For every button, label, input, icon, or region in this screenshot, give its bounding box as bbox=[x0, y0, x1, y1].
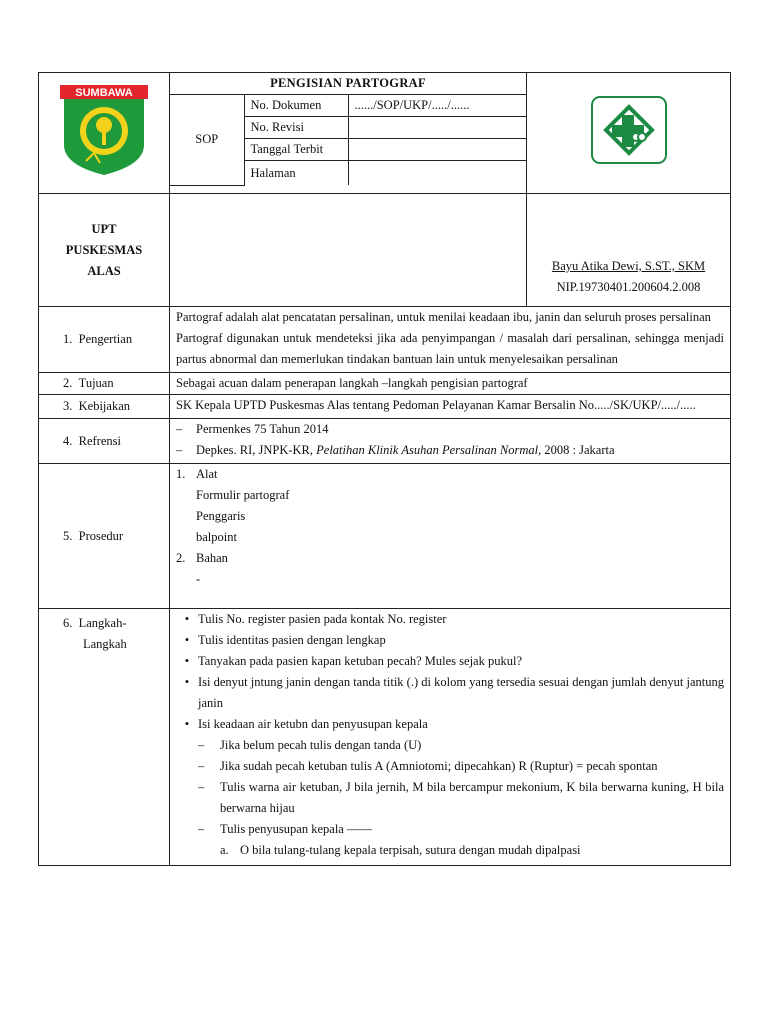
sumbawa-logo-cell bbox=[39, 73, 170, 194]
reference-text bbox=[196, 440, 615, 461]
section-label-pengertian bbox=[39, 307, 170, 373]
sub-step-text: Tulis warna air ketuban, J bila jernih, M bila bercampur mekonium, K bila berwarna kuning, H bila berwarna hijau bbox=[220, 780, 724, 815]
sub-step-text: Jika belum pecah tulis dengan tanda (U) bbox=[220, 738, 422, 752]
alat-item: balpoint bbox=[196, 530, 237, 544]
sub-steps bbox=[176, 735, 724, 840]
section-tujuan bbox=[39, 373, 731, 395]
section-kebijakan bbox=[39, 395, 731, 419]
paragraph: Partograf digunakan untuk mendeteksi jika ada penyimpangan / masalah dari persalinan, sehingga menjadi partus abnormal dan memerlukan tindakan bantuan lain untuk menyelesaikan persalinan bbox=[176, 331, 724, 366]
section-title: Langkah bbox=[83, 637, 127, 651]
sop-label: SOP bbox=[170, 95, 244, 186]
group-title: Alat bbox=[196, 467, 218, 481]
reference-title: Pelatihan Klinik Asuhan Persalinan Normal bbox=[316, 443, 539, 457]
header-info-table bbox=[170, 73, 526, 186]
section-title: Kebijakan bbox=[78, 399, 130, 413]
reference-item bbox=[176, 419, 724, 440]
sub-sub-step-text: O bila tulang-tulang kepala terpisah, sutura dengan mudah dipalpasi bbox=[240, 843, 581, 857]
section-label-prosedur bbox=[39, 464, 170, 609]
reference-year: , 2008 : Jakarta bbox=[538, 443, 615, 457]
section-title: Langkah- bbox=[78, 616, 127, 630]
bullet-marker: • bbox=[184, 675, 190, 689]
signer-nip: NIP.19730401.200604.2.008 bbox=[556, 280, 701, 294]
section-label-refrensi bbox=[39, 419, 170, 464]
step-item bbox=[176, 630, 724, 651]
bullet-marker: • bbox=[184, 717, 190, 731]
paragraph: SK Kepala UPTD Puskesmas Alas tentang Pedoman Pelayanan Kamar Bersalin No...../SK/UKP/...../..... bbox=[176, 398, 696, 412]
reference-author: Depkes. RI, JNPK-KR, bbox=[196, 443, 317, 457]
dash-marker: – bbox=[176, 422, 183, 436]
bullet-marker: • bbox=[184, 654, 190, 668]
section-content-kebijakan bbox=[170, 395, 731, 419]
organization-name bbox=[39, 194, 170, 307]
section-number: 6. bbox=[63, 616, 73, 630]
steps-list bbox=[176, 609, 724, 735]
org-empty-cell bbox=[170, 194, 527, 307]
step-item bbox=[176, 672, 724, 714]
section-prosedur bbox=[39, 464, 731, 609]
field-label-no-dokumen: No. Dokumen bbox=[244, 95, 348, 117]
dash-marker: – bbox=[176, 443, 183, 457]
sumbawa-logo-icon bbox=[58, 83, 150, 177]
bullet-marker: • bbox=[184, 612, 190, 626]
dash-marker: – bbox=[198, 738, 205, 752]
dash-marker: – bbox=[198, 780, 205, 794]
step-text: Tanyakan pada pasien kapan ketuban pecah? Mules sejak pukul? bbox=[198, 654, 522, 668]
step-item bbox=[176, 651, 724, 672]
reference-item bbox=[176, 440, 724, 461]
logo-text: SUMBAWA bbox=[75, 86, 133, 99]
step-item bbox=[176, 609, 724, 630]
dash-marker: – bbox=[198, 759, 205, 773]
section-content-tujuan bbox=[170, 373, 731, 395]
paragraph: Partograf adalah alat pencatatan persalinan, untuk menilai keadaan ibu, janin dan seluruh proses persalinan bbox=[176, 310, 711, 324]
field-value-no-dokumen: ....../SOP/UKP/...../...... bbox=[348, 95, 526, 117]
section-number: 1. bbox=[63, 332, 73, 346]
org-line-3: ALAS bbox=[87, 263, 121, 278]
step-text: Isi keadaan air ketubn dan penyusupan kepala bbox=[198, 717, 428, 731]
section-title: Tujuan bbox=[78, 376, 114, 390]
signer-name: Bayu Atika Dewi, S.ST., SKM bbox=[551, 259, 706, 273]
number-marker: 2. bbox=[176, 551, 186, 565]
section-pengertian bbox=[39, 307, 731, 373]
puskesmas-logo-icon bbox=[590, 95, 668, 165]
field-value-halaman bbox=[348, 161, 526, 186]
section-number: 2. bbox=[63, 376, 73, 390]
org-line-1: UPT bbox=[91, 221, 117, 236]
section-refrensi bbox=[39, 419, 731, 464]
signature-block bbox=[527, 194, 731, 307]
procedure-group-alat bbox=[176, 464, 724, 485]
step-text: Tulis identitas pasien dengan lengkap bbox=[198, 633, 386, 647]
step-text: Tulis No. register pasien pada kontak No. register bbox=[198, 612, 447, 626]
paragraph: Sebagai acuan dalam penerapan langkah –langkah pengisian partograf bbox=[176, 376, 528, 390]
field-label-no-revisi: No. Revisi bbox=[244, 117, 348, 139]
header-row bbox=[39, 73, 731, 194]
document-title: PENGISIAN PARTOGRAF bbox=[170, 73, 526, 95]
field-label-tanggal-terbit: Tanggal Terbit bbox=[244, 139, 348, 161]
sub-sub-step-item bbox=[176, 840, 724, 861]
sub-step-item bbox=[198, 735, 724, 756]
procedure-group-bahan bbox=[176, 548, 724, 569]
sub-step-text: Jika sudah pecah ketuban tulis A (Amniotomi; dipecahkan) R (Ruptur) = pecah spontan bbox=[220, 759, 658, 773]
section-content-prosedur bbox=[170, 464, 731, 609]
section-number: 3. bbox=[63, 399, 73, 413]
section-label-kebijakan bbox=[39, 395, 170, 419]
section-content-pengertian bbox=[170, 307, 731, 373]
bahan-item: - bbox=[196, 572, 201, 586]
title-block bbox=[170, 73, 527, 194]
alat-item: Penggaris bbox=[196, 509, 246, 523]
section-title-line bbox=[63, 613, 169, 634]
field-label-halaman: Halaman bbox=[244, 161, 348, 186]
sub-step-item bbox=[198, 777, 724, 819]
org-line-2: PUSKESMAS bbox=[65, 242, 143, 257]
section-title: Pengertian bbox=[78, 332, 133, 346]
dash-marker: – bbox=[198, 822, 205, 836]
letter-marker: a. bbox=[220, 843, 229, 857]
section-title: Prosedur bbox=[78, 528, 124, 543]
section-langkah bbox=[39, 609, 731, 866]
bullet-marker: • bbox=[184, 633, 190, 647]
section-label-langkah bbox=[39, 609, 170, 866]
sub-step-item bbox=[198, 756, 724, 777]
sop-document-table bbox=[38, 72, 731, 866]
alat-item: Formulir partograf bbox=[196, 488, 290, 502]
step-item bbox=[176, 714, 724, 735]
puskesmas-logo-cell bbox=[527, 73, 731, 194]
section-number: 4. bbox=[63, 433, 73, 448]
step-text: Isi denyut jntung janin dengan tanda titik (.) di kolom yang tersedia sesuai dengan jumlah denyut jantung janin bbox=[198, 675, 724, 710]
org-row bbox=[39, 194, 731, 307]
number-marker: 1. bbox=[176, 467, 186, 481]
section-title: Refrensi bbox=[78, 433, 121, 448]
reference-text: Permenkes 75 Tahun 2014 bbox=[196, 422, 329, 436]
section-label-tujuan bbox=[39, 373, 170, 395]
section-content-refrensi bbox=[170, 419, 731, 464]
sub-step-item bbox=[198, 819, 724, 840]
section-number: 5. bbox=[63, 528, 73, 543]
field-value-no-revisi bbox=[348, 117, 526, 139]
group-title: Bahan bbox=[196, 551, 228, 565]
field-value-tanggal-terbit bbox=[348, 139, 526, 161]
section-content-langkah bbox=[170, 609, 731, 866]
sub-step-text: Tulis penyusupan kepala –––– bbox=[220, 822, 372, 836]
